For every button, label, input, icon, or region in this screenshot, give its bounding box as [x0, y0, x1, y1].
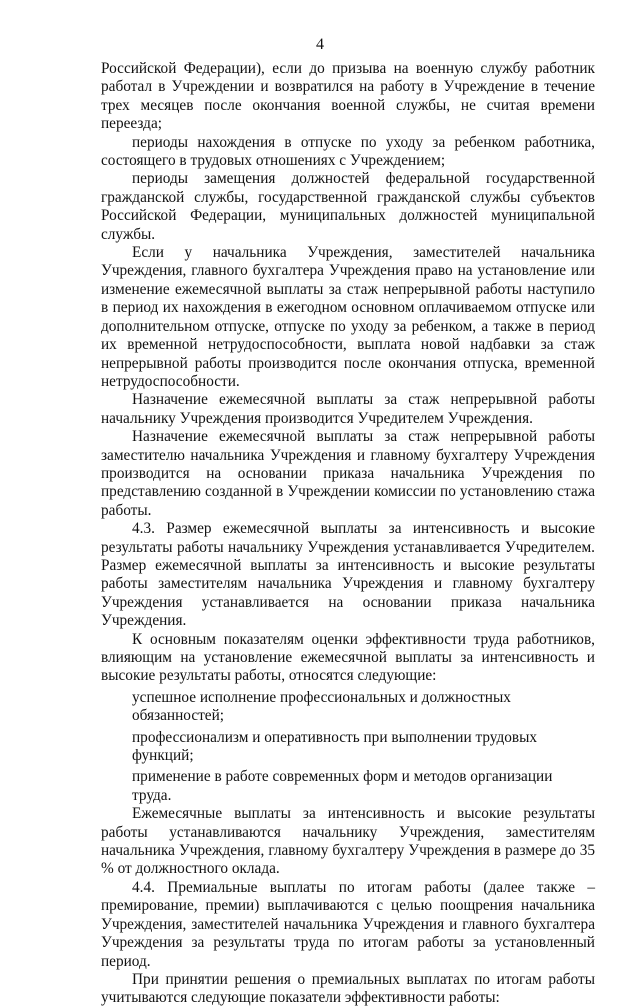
document-body: [101, 60, 595, 1008]
paragraph-payment-size: Ежемесячные выплаты за интенсивность и высокие результаты работы устанавливаются начальнику Учреждения, заместителям начальника Учреждения, главному бухгалтеру Учреждения в размере до 35 % от должностного оклада.: [101, 805, 595, 878]
list-item: применение в работе современных форм и методов организации труда.: [132, 768, 553, 804]
paragraph-head-appointment: Назначение ежемесячной выплаты за стаж непрерывной работы начальнику Учреждения производится Учредителем Учреждения.: [101, 391, 595, 427]
list-item: профессионализм и оперативность при выполнении трудовых функций;: [132, 728, 538, 765]
page-number: 4: [316, 36, 324, 53]
paragraph-civil-service-period: периоды замещения должностей федеральной государственной гражданской службы, государственной гражданской службы субъектов Российской Федерации, муниципальных должностей муниципальной службы.: [101, 170, 595, 243]
paragraph-payment-change: Если у начальника Учреждения, заместителей начальника Учреждения, главного бухгалтера Учреждения право на установление или изменение ежемесячной выплаты за стаж непрерывной работы наступило в период их нахождения в ежегодном основном оплачиваемом отпуске или дополнительном отпуске, отпуске по уходу за ребенком, а также в период их временной нетрудоспособности, выплата новой надбавки за стаж непрерывной работы производится после окончания отпуска, временной нетрудоспособности.: [101, 244, 595, 390]
paragraph-bonus-indicators: При принятии решения о премиальных выплатах по итогам работы учитываются следующие показатели эффективности работы:: [101, 970, 595, 1007]
paragraph-main-indicators: К основным показателям оценки эффективности труда работников, влияющим на установление ежемесячной выплаты за интенсивность и высокие результаты работы, относятся следующие:: [101, 630, 595, 685]
paragraph-continuation: Российской Федерации), если до призыва на военную службу работник работал в Учреждении и возвратился на работу в Учреждение в течение трех месяцев после окончания военной службы, не считая времени переезда;: [101, 60, 595, 133]
paragraph-section-4-3: 4.3. Размер ежемесячной выплаты за интенсивность и высокие результаты работы начальнику Учреждения устанавливается Учредителем. Размер ежемесячной выплаты за интенсивность и высокие результаты работы заместителям начальника Учреждения и главному бухгалтеру Учреждения устанавливается на основании приказа начальника Учреждения.: [101, 520, 595, 630]
list-item: успешное исполнение профессиональных и должностных обязанностей;: [132, 688, 511, 725]
paragraph-deputy-appointment: Назначение ежемесячной выплаты за стаж непрерывной работы заместителю начальника Учреждения и главному бухгалтеру Учреждения производится на основании приказа начальника Учреждения по представлению созданной в Учреждении комиссии по установлению стажа работы.: [101, 428, 595, 519]
paragraph-section-4-4: 4.4. Премиальные выплаты по итогам работы (далее также – премирование, премии) выплачиваются с целью поощрения начальника Учреждения, заместителей начальника Учреждения и главного бухгалтера Учреждения за результаты труда по итогам работы за установленный период.: [101, 878, 595, 970]
paragraph-leave-period: периоды нахождения в отпуске по уходу за ребенком работника, состоящего в трудовых отношениях с Учреждением;: [101, 133, 595, 170]
